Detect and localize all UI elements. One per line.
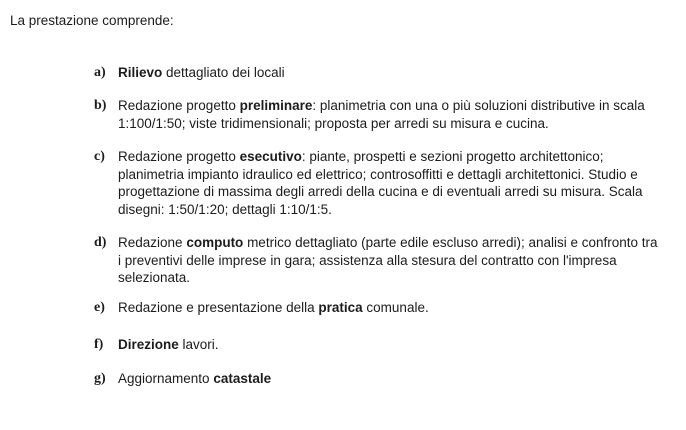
item-keyword: pratica bbox=[318, 300, 363, 315]
list-item-text bbox=[118, 234, 664, 287]
item-keyword: esecutivo bbox=[239, 149, 302, 164]
item-text-rest: : planimetria con una o più soluzioni distributive in scala 1:100/1:50; viste tridimensionali; proposta per arredi su misura e cucina. bbox=[118, 98, 645, 131]
list-marker: b) bbox=[94, 98, 107, 113]
list-item-text bbox=[118, 370, 664, 388]
item-text-lead: Redazione bbox=[118, 235, 187, 250]
list-item-text bbox=[118, 148, 664, 218]
list-item-text bbox=[118, 336, 664, 354]
list-item-text bbox=[118, 97, 664, 132]
list-marker: d) bbox=[94, 235, 107, 250]
item-keyword: catastale bbox=[213, 371, 272, 386]
item-text-rest: comunale. bbox=[362, 300, 429, 315]
item-text-rest: metrico dettagliato (parte edile escluso arredi); analisi e confronto tra i preventivi delle imprese in gara; assistenza alla stesura del contratto con l'impresa selezionata. bbox=[118, 235, 658, 285]
item-keyword: computo bbox=[186, 235, 244, 250]
item-text-lead: Redazione e presentazione della bbox=[118, 300, 319, 315]
list-item-text bbox=[118, 64, 664, 82]
item-keyword: Direzione bbox=[118, 337, 179, 352]
item-keyword: preliminare bbox=[239, 98, 313, 113]
list-marker: f) bbox=[94, 337, 104, 352]
item-text-rest: : piante, prospetti e sezioni progetto architettonico; planimetria impianto idraulico ed elettrico; controsoffitti e dettagli architettonici. Studio e progettazione di massima degli arredi della cucina e di eventuali arredi su misura. Scala disegni: 1:50/1:20; dettagli 1:10/1:5. bbox=[118, 149, 643, 217]
list-marker: c) bbox=[94, 149, 105, 164]
intro-heading: La prestazione comprende: bbox=[10, 13, 174, 28]
item-keyword: Rilievo bbox=[118, 65, 163, 80]
list-item-text bbox=[118, 299, 664, 317]
item-text-lead: Redazione progetto bbox=[118, 149, 240, 164]
list-marker: e) bbox=[94, 300, 105, 315]
item-text-rest: lavori. bbox=[178, 337, 219, 352]
list-marker: g) bbox=[94, 371, 106, 386]
item-text-lead: Aggiornamento bbox=[118, 371, 214, 386]
item-text-lead: Redazione progetto bbox=[118, 98, 240, 113]
item-text-rest: dettagliato dei locali bbox=[162, 65, 285, 80]
list-marker: a) bbox=[94, 65, 106, 80]
